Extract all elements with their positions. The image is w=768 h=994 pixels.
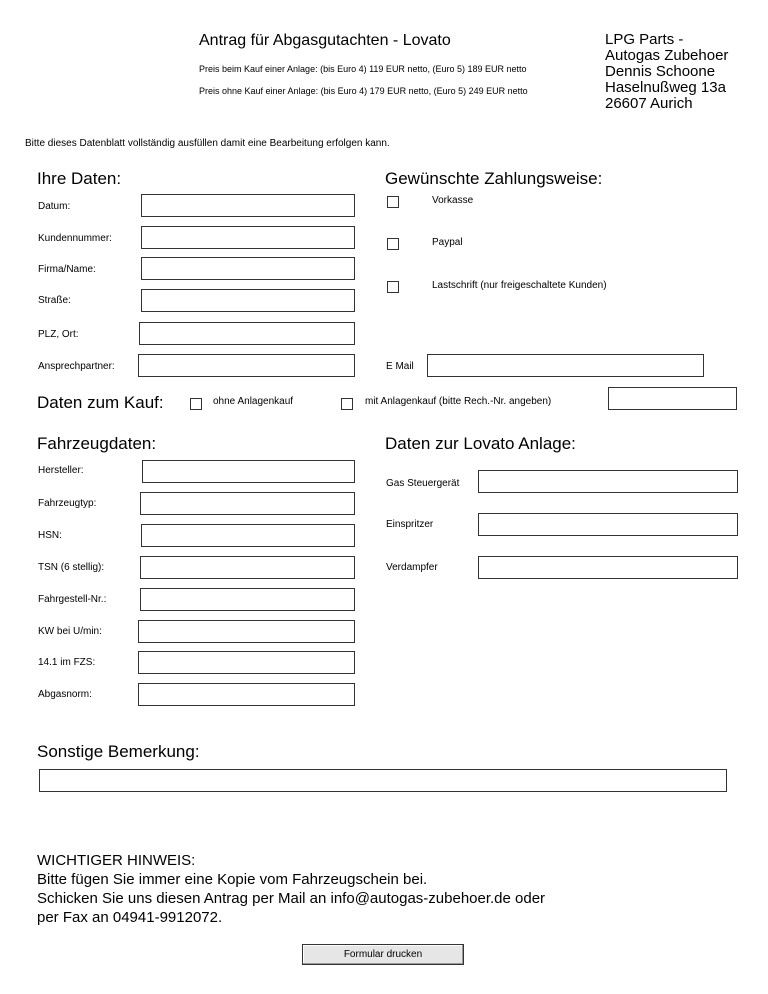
fahrgestell-field[interactable]	[140, 588, 355, 611]
plz-field[interactable]	[139, 322, 355, 345]
ansprechpartner-field[interactable]	[138, 354, 355, 377]
verdampfer-label: Verdampfer	[386, 562, 438, 573]
section-fahrzeugdaten: Fahrzeugdaten:	[37, 434, 157, 453]
fahrgestell-label: Fahrgestell-Nr.:	[38, 594, 107, 605]
steuergeraet-field[interactable]	[478, 470, 738, 493]
vorkasse-label: Vorkasse	[432, 195, 474, 206]
address-line: Autogas Zubehoer	[605, 47, 729, 64]
bemerkung-field[interactable]	[39, 769, 727, 792]
hinweis-line: Bitte fügen Sie immer eine Kopie vom Fahrzeugschein bei.	[37, 871, 428, 888]
firma-label: Firma/Name:	[38, 264, 96, 275]
email-field[interactable]	[427, 354, 704, 377]
tsn-label: TSN (6 stellig):	[38, 562, 105, 573]
abgasnorm-field[interactable]	[138, 683, 355, 706]
plz-label: PLZ, Ort:	[38, 329, 79, 340]
paypal-checkbox[interactable]	[387, 238, 399, 250]
datum-label: Datum:	[38, 201, 71, 212]
fahrzeugtyp-field[interactable]	[140, 492, 355, 515]
ansprechpartner-label: Ansprechpartner:	[38, 361, 115, 372]
lastschrift-checkbox[interactable]	[387, 281, 399, 293]
section-lovato-anlage: Daten zur Lovato Anlage:	[385, 434, 576, 453]
price-without-installation: Preis ohne Kauf einer Anlage: (bis Euro 4) 179 EUR netto, (Euro 5) 249 EUR netto	[199, 86, 528, 96]
mit-anlagenkauf-checkbox[interactable]	[341, 398, 353, 410]
mit-anlagenkauf-label: mit Anlagenkauf (bitte Rech.-Nr. angeben)	[365, 396, 552, 407]
section-zahlungsweise: Gewünschte Zahlungsweise:	[385, 169, 603, 188]
hsn-field[interactable]	[141, 524, 355, 547]
strasse-label: Straße:	[38, 295, 71, 306]
ohne-anlagenkauf-checkbox[interactable]	[190, 398, 202, 410]
hersteller-label: Hersteller:	[38, 465, 84, 476]
address-line: Dennis Schoone	[605, 63, 716, 80]
instruction-text: Bitte dieses Datenblatt vollständig ausfüllen damit eine Bearbeitung erfolgen kann.	[25, 138, 390, 149]
hsn-label: HSN:	[38, 530, 62, 541]
section-daten-zum-kauf: Daten zum Kauf:	[37, 393, 164, 412]
kundennummer-label: Kundennummer:	[38, 233, 112, 244]
abgasnorm-label: Abgasnorm:	[38, 689, 92, 700]
steuergeraet-label: Gas Steuergerät	[386, 478, 460, 489]
hersteller-field[interactable]	[142, 460, 355, 483]
email-label: E Mail	[386, 361, 414, 372]
einspritzer-label: Einspritzer	[386, 519, 434, 530]
rechnungsnummer-field[interactable]	[608, 387, 737, 410]
kw-field[interactable]	[138, 620, 355, 643]
hinweis-title: WICHTIGER HINWEIS:	[37, 852, 196, 869]
address-line: 26607 Aurich	[605, 95, 693, 112]
fzs-label: 14.1 im FZS:	[38, 657, 96, 668]
paypal-label: Paypal	[432, 237, 463, 248]
ohne-anlagenkauf-label: ohne Anlagenkauf	[213, 396, 294, 407]
einspritzer-field[interactable]	[478, 513, 738, 536]
address-line: LPG Parts -	[605, 31, 684, 48]
company-address	[605, 32, 728, 112]
verdampfer-field[interactable]	[478, 556, 738, 579]
datum-field[interactable]	[141, 194, 355, 217]
lastschrift-label: Lastschrift (nur freigeschaltete Kunden)	[432, 280, 607, 291]
hinweis-block	[37, 851, 545, 927]
strasse-field[interactable]	[141, 289, 355, 312]
section-ihre-daten: Ihre Daten:	[37, 169, 122, 188]
fahrzeugtyp-label: Fahrzeugtyp:	[38, 498, 97, 509]
hinweis-line: Schicken Sie uns diesen Antrag per Mail an info@autogas-zubehoer.de oder	[37, 890, 546, 907]
firma-field[interactable]	[141, 257, 355, 280]
kw-label: KW bei U/min:	[38, 626, 102, 637]
hinweis-line: per Fax an 04941-9912072.	[37, 909, 223, 926]
print-button[interactable]: Formular drucken	[302, 944, 464, 965]
tsn-field[interactable]	[140, 556, 355, 579]
kundennummer-field[interactable]	[141, 226, 355, 249]
form-title: Antrag für Abgasgutachten - Lovato	[199, 32, 451, 49]
price-with-installation: Preis beim Kauf einer Anlage: (bis Euro 4) 119 EUR netto, (Euro 5) 189 EUR netto	[199, 64, 527, 74]
address-line: Haselnußweg 13a	[605, 79, 726, 96]
section-bemerkung: Sonstige Bemerkung:	[37, 742, 200, 761]
fzs-field[interactable]	[138, 651, 355, 674]
vorkasse-checkbox[interactable]	[387, 196, 399, 208]
